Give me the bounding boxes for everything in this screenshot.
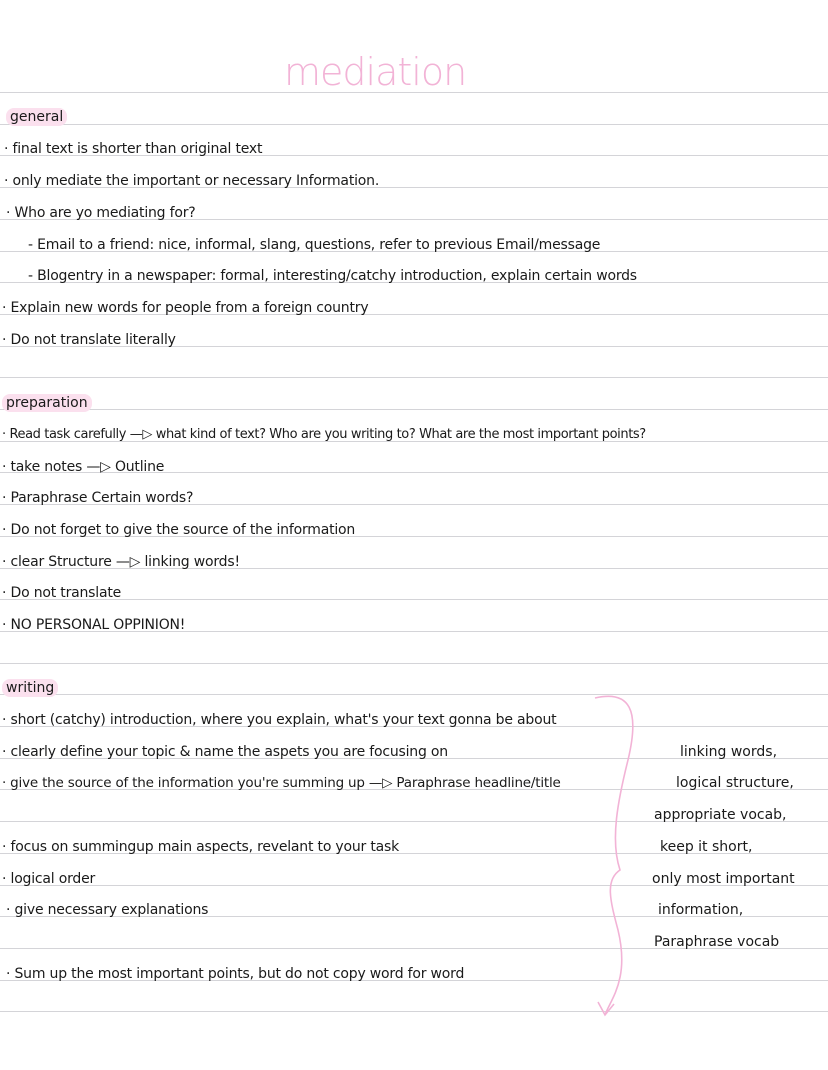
curly-brace-icon (590, 690, 650, 1020)
list-item: · NO PERSONAL OPPINION! (2, 617, 186, 633)
ruled-line (0, 663, 828, 664)
list-item: · Paraphrase Certain words? (2, 490, 194, 506)
side-note: Paraphrase vocab (654, 934, 780, 950)
list-item: · Explain new words for people from a foreign country (2, 300, 369, 316)
section-heading-preparation: preparation (2, 394, 92, 412)
list-sub-item: - Blogentry in a newspaper: formal, interesting/catchy introduction, explain certain words (28, 268, 637, 284)
list-item: · short (catchy) introduction, where you explain, what's your text gonna be about (2, 712, 557, 728)
ruled-line (0, 124, 828, 125)
ruled-line (0, 599, 828, 600)
side-note: keep it short, (660, 839, 753, 855)
side-note: logical structure, (676, 775, 794, 791)
side-note: only most important (652, 871, 795, 887)
section-heading-writing: writing (2, 679, 58, 697)
ruled-line (0, 694, 828, 695)
side-note: information, (658, 902, 744, 918)
list-item: · only mediate the important or necessary Information. (4, 173, 380, 189)
side-note: linking words, (680, 744, 778, 760)
list-sub-item: - Email to a friend: nice, informal, slang, questions, refer to previous Email/message (28, 237, 601, 253)
list-item: · Read task carefully —▷ what kind of text? Who are you writing to? What are the most important points? (2, 427, 646, 442)
list-item: · give necessary explanations (6, 902, 209, 918)
list-item: · Do not forget to give the source of the information (2, 522, 356, 538)
ruled-line (0, 409, 828, 410)
list-item: · Do not translate literally (2, 332, 176, 348)
list-item: · clear Structure —▷ linking words! (2, 554, 240, 570)
list-item: · focus on summingup main aspects, revelant to your task (2, 839, 400, 855)
list-item: · logical order (2, 871, 96, 887)
list-item: · give the source of the information you're summing up —▷ Paraphrase headline/title (2, 775, 561, 791)
page-title: mediation (284, 50, 467, 94)
list-item: · Who are yo mediating for? (6, 205, 196, 221)
list-item: · Sum up the most important points, but do not copy word for word (6, 966, 465, 982)
list-item: · final text is shorter than original text (4, 141, 263, 157)
section-heading-general: general (6, 108, 67, 126)
list-item: · take notes —▷ Outline (2, 459, 165, 475)
ruled-line (0, 1011, 828, 1012)
side-note: appropriate vocab, (654, 807, 787, 823)
ruled-line (0, 377, 828, 378)
list-item: · clearly define your topic & name the aspets you are focusing on (2, 744, 448, 760)
list-item: · Do not translate (2, 585, 122, 601)
